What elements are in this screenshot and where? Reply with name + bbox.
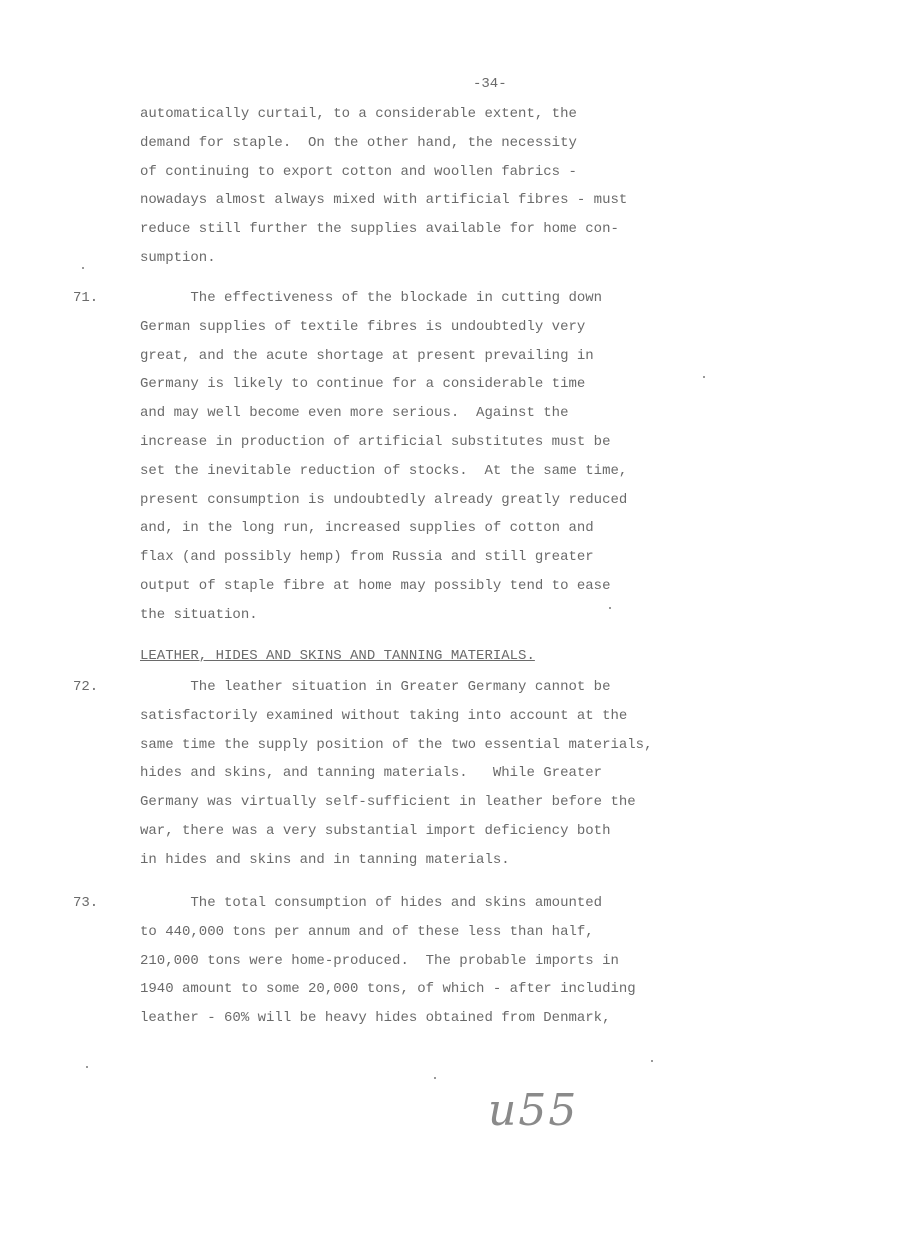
text-line: and may well become even more serious. Against the — [140, 405, 569, 422]
paragraph-number-71: 71. — [73, 290, 99, 306]
paragraph-number-72: 72. — [73, 679, 99, 695]
scan-speck — [609, 607, 611, 609]
paragraph-continuation — [140, 100, 627, 273]
text-line: flax (and possibly hemp) from Russia and still greater — [140, 549, 594, 566]
text-line: Germany is likely to continue for a considerable time — [140, 376, 586, 393]
scan-speck — [651, 1060, 653, 1062]
text-line: leather - 60% will be heavy hides obtained from Denmark, — [140, 1010, 611, 1027]
paragraph-number-73: 73. — [73, 895, 99, 911]
text-line: and, in the long run, increased supplies of cotton and — [140, 520, 594, 537]
text-line: great, and the acute shortage at present prevailing in — [140, 347, 594, 364]
text-line: demand for staple. On the other hand, the necessity — [140, 134, 577, 151]
text-line: 210,000 tons were home-produced. The probable imports in — [140, 952, 619, 969]
text-line: sumption. — [140, 249, 216, 266]
scan-speck — [86, 1066, 88, 1068]
text-line: the situation. — [140, 606, 258, 623]
text-line: The leather situation in Greater Germany cannot be — [140, 679, 611, 695]
paragraph-71 — [140, 284, 627, 630]
text-line: present consumption is undoubtedly already greatly reduced — [140, 491, 628, 508]
text-line: war, there was a very substantial import deficiency both — [140, 822, 611, 839]
text-line: to 440,000 tons per annum and of these less than half, — [140, 923, 594, 940]
paragraph-73 — [140, 889, 636, 1033]
text-line: The total consumption of hides and skins amounted — [140, 895, 603, 911]
text-line: in hides and skins and in tanning materials. — [140, 851, 510, 868]
paragraph-72 — [140, 673, 652, 875]
section-heading: LEATHER, HIDES AND SKINS AND TANNING MATERIALS. — [140, 648, 535, 664]
text-line: hides and skins, and tanning materials. While Greater — [140, 765, 603, 782]
text-line: same time the supply position of the two essential materials, — [140, 736, 653, 753]
text-line: 1940 amount to some 20,000 tons, of which - after including — [140, 981, 636, 998]
text-line: nowadays almost always mixed with artificial fibres - must — [140, 192, 628, 209]
text-line: output of staple fibre at home may possibly tend to ease — [140, 577, 611, 594]
text-line: automatically curtail, to a considerable extent, the — [140, 106, 577, 122]
scan-speck — [434, 1077, 436, 1079]
text-line: reduce still further the supplies available for home con- — [140, 221, 619, 238]
text-line: of continuing to export cotton and woollen fabrics - — [140, 163, 577, 180]
text-line: set the inevitable reduction of stocks. At the same time, — [140, 462, 628, 479]
scan-speck — [82, 267, 84, 269]
text-line: satisfactorily examined without taking into account at the — [140, 707, 628, 724]
text-line: increase in production of artificial substitutes must be — [140, 433, 611, 450]
text-line: Germany was virtually self-sufficient in leather before the — [140, 794, 636, 811]
handwritten-folio-number: u55 — [488, 1085, 579, 1136]
page-number: -34- — [473, 76, 507, 92]
scan-speck — [703, 376, 705, 378]
text-line: The effectiveness of the blockade in cutting down — [140, 290, 603, 306]
text-line: German supplies of textile fibres is undoubtedly very — [140, 318, 586, 335]
